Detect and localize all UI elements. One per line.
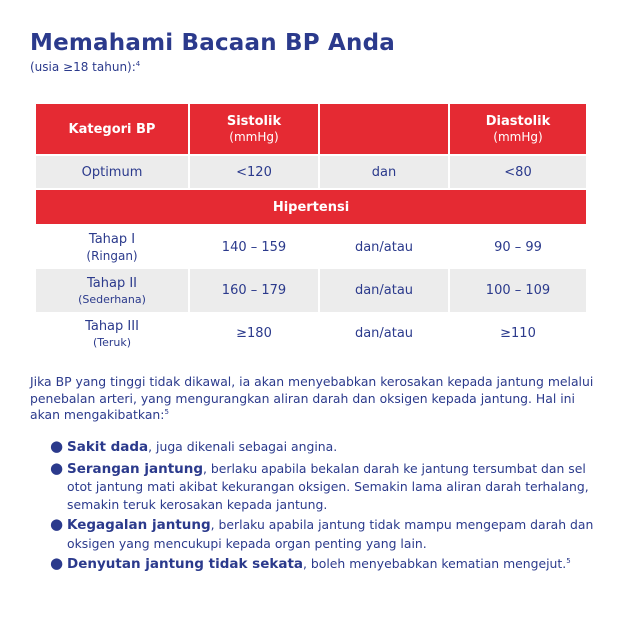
- cell-diastolic: 90 – 99: [449, 225, 586, 269]
- header-diastolic: [449, 104, 586, 155]
- cell-connector: dan/atau: [319, 225, 449, 269]
- cell-category: [36, 312, 189, 355]
- section-label: Hipertensi: [36, 189, 586, 225]
- cell-diastolic: 100 – 109: [449, 269, 586, 312]
- bullet-icon: ●: [50, 554, 64, 572]
- bullet-icon: ●: [50, 437, 64, 455]
- table-header-row: [36, 104, 586, 155]
- item-text: , berlaku apabila bekalan darah ke jantung tersumbat dan sel otot jantung mati akibat kekurangan oksigen. Semakin lama aliran darah terhalang, semakin teruk kerosakan kepada jantung.: [67, 460, 589, 512]
- header-systolic: [189, 104, 319, 155]
- item-term: Serangan jantung: [67, 460, 204, 477]
- subtitle-reference: 4: [135, 60, 141, 68]
- cell-systolic: 160 – 179: [189, 269, 319, 312]
- bullet-icon: ●: [50, 458, 64, 477]
- header-systolic-unit: (mmHg): [229, 130, 279, 144]
- header-diastolic-label: Diastolik: [485, 114, 551, 129]
- item-term: Denyutan jantung tidak sekata: [67, 556, 304, 572]
- list-item: [30, 516, 595, 552]
- category-name: Tahap II: [86, 275, 137, 291]
- table-section-hypertension: [36, 189, 586, 225]
- page-title: Memahami Bacaan BP Anda: [30, 30, 395, 56]
- cell-systolic: ≥180: [189, 312, 319, 355]
- category-name: Tahap III: [85, 318, 139, 334]
- category-sub: (Teruk): [92, 335, 132, 349]
- cell-category: Optimum: [36, 155, 189, 189]
- list-item: [30, 460, 595, 514]
- cell-systolic: 140 – 159: [189, 225, 319, 269]
- cell-systolic: <120: [189, 155, 319, 189]
- item-reference: 5: [566, 556, 571, 565]
- list-item: [30, 555, 595, 574]
- cell-connector: dan/atau: [319, 269, 449, 312]
- item-term: Kegagalan jantung: [67, 517, 211, 533]
- consequence-list: [30, 438, 595, 577]
- table-row: [36, 269, 586, 312]
- item-term: Sakit dada: [67, 439, 149, 455]
- header-category-label: Kategori BP: [68, 121, 156, 137]
- table-row-optimum: [36, 155, 586, 189]
- intro-paragraph: [30, 374, 595, 424]
- table-row: [36, 225, 586, 269]
- intro-reference: 5: [164, 407, 169, 416]
- header-connector: [319, 104, 449, 155]
- list-item: [30, 438, 595, 457]
- header-category: [36, 104, 189, 155]
- cell-diastolic: <80: [449, 155, 586, 189]
- page-subtitle: [30, 60, 140, 74]
- cell-connector: dan/atau: [319, 312, 449, 355]
- category-sub: (Sederhana): [78, 292, 146, 306]
- item-text: , juga dikenali sebagai angina.: [148, 439, 338, 454]
- header-diastolic-unit: (mmHg): [493, 130, 543, 144]
- cell-connector: dan: [319, 155, 449, 189]
- cell-diastolic: ≥110: [449, 312, 586, 355]
- category-sub: (Ringan): [86, 249, 138, 263]
- bullet-icon: ●: [50, 515, 64, 533]
- intro-text: Jika BP yang tinggi tidak dikawal, ia akan menyebabkan kerosakan kepada jantung melalui penebalan arteri, yang mengurangkan aliran darah dan oksigen kepada jantung. Hal ini akan mengakibatkan:: [30, 374, 594, 422]
- item-text: , boleh menyebabkan kematian mengejut.: [303, 556, 567, 571]
- item-text: , berlaku apabila jantung tidak mampu mengepam darah dan oksigen yang mencukupi kepada organ penting yang lain.: [67, 517, 594, 551]
- cell-category: [36, 269, 189, 312]
- subtitle-text: (usia ≥18 tahun):: [30, 60, 136, 74]
- header-systolic-label: Sistolik: [226, 114, 282, 129]
- cell-category: [36, 225, 189, 269]
- table-row: [36, 312, 586, 355]
- category-name: Tahap I: [88, 232, 136, 247]
- bp-category-table: [36, 104, 586, 355]
